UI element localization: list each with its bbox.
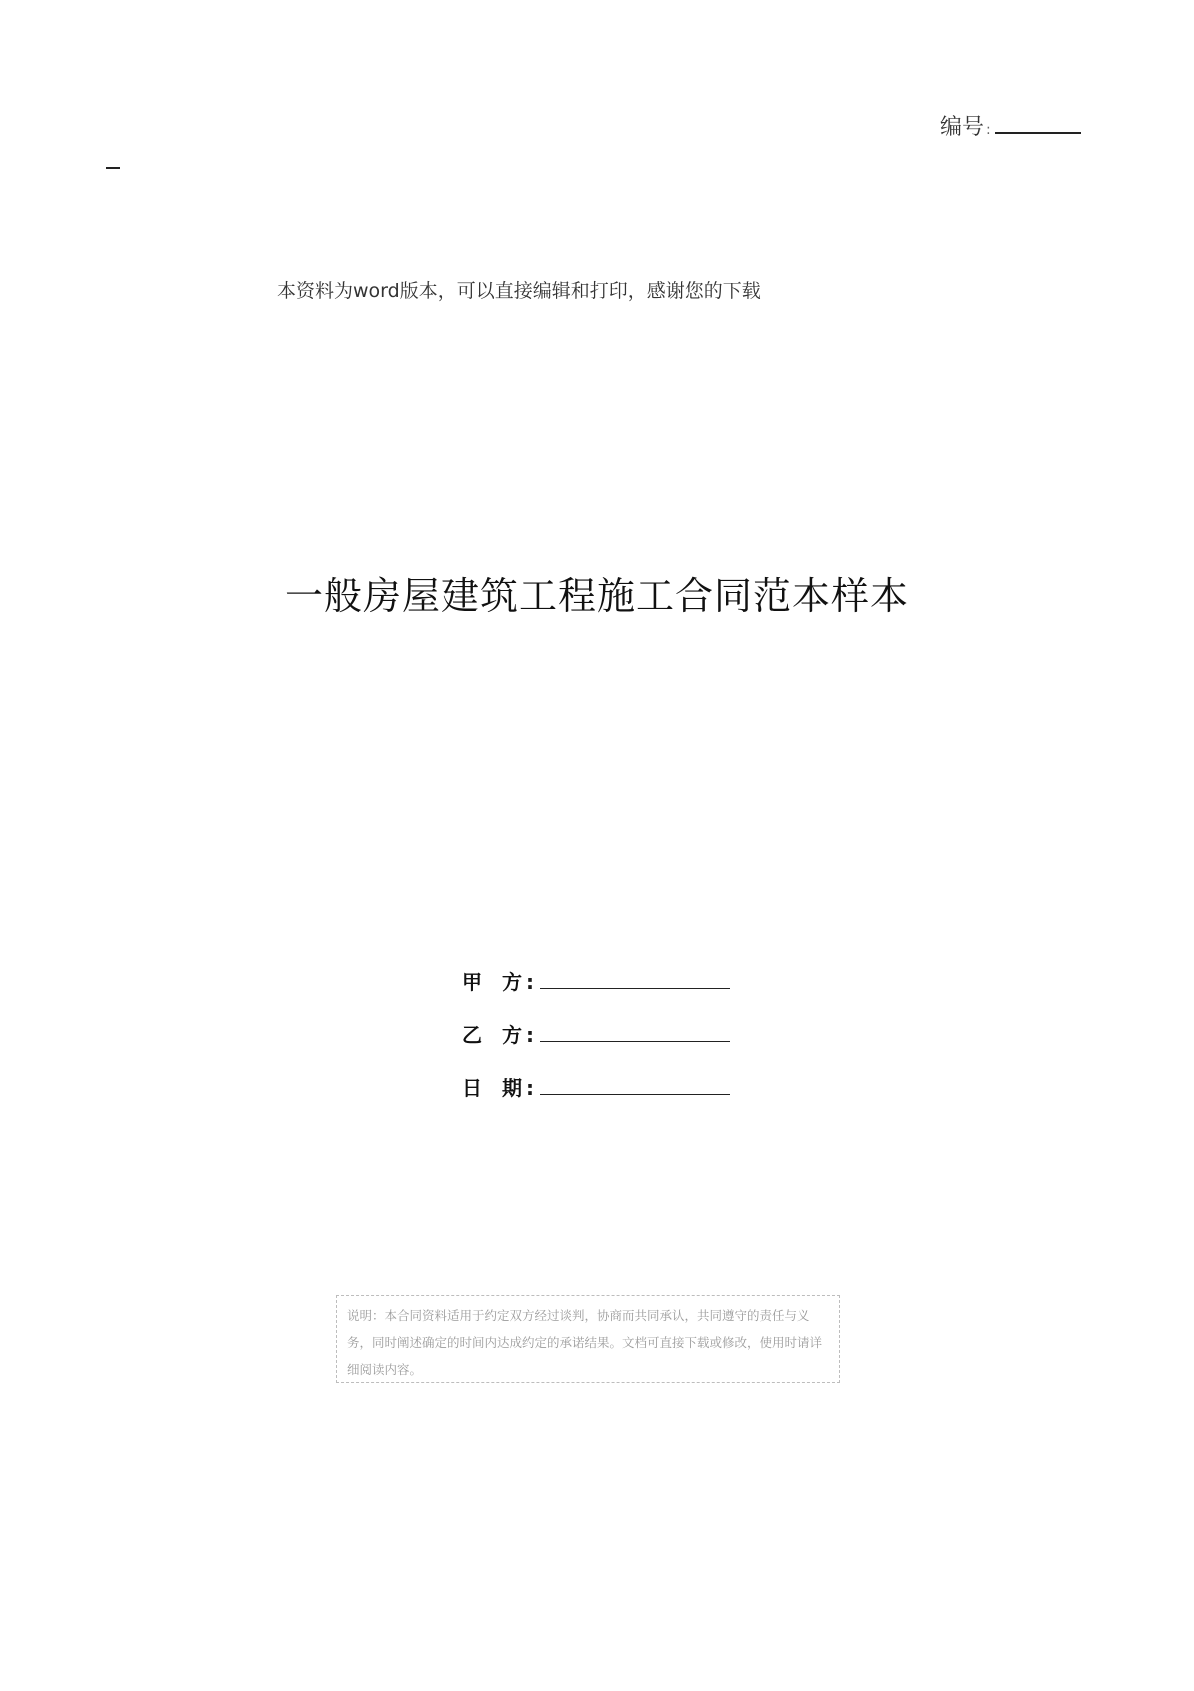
stray-dash-mark <box>106 167 120 169</box>
serial-number-colon: : <box>986 122 991 138</box>
party-b-colon: : <box>526 1023 534 1047</box>
date-row <box>462 1072 730 1125</box>
date-colon: : <box>526 1076 534 1100</box>
party-b-label-char2: 方 <box>502 1023 522 1047</box>
party-a-label-char2: 方 <box>502 970 522 994</box>
date-label-char2: 期 <box>502 1076 522 1100</box>
date-blank <box>540 1078 730 1095</box>
serial-number-field <box>940 110 1081 141</box>
disclaimer-box: 说明：本合同资料适用于约定双方经过谈判，协商而共同承认，共同遵守的责任与义务，同时阐述确定的时间内达成约定的承诺结果。文档可直接下载或修改，使用时请详细阅读内容。 <box>336 1295 840 1383</box>
party-b-label <box>462 1019 522 1048</box>
party-b-row <box>462 1019 730 1072</box>
date-label <box>462 1072 522 1101</box>
party-a-colon: : <box>526 970 534 994</box>
download-note: 本资料为word版本，可以直接编辑和打印，感谢您的下载 <box>277 280 761 302</box>
signature-fields <box>462 966 730 1125</box>
party-a-label-char1: 甲 <box>462 970 482 994</box>
party-b-label-char1: 乙 <box>462 1023 482 1047</box>
serial-number-blank <box>995 114 1081 134</box>
party-a-row <box>462 966 730 1019</box>
party-a-label <box>462 966 522 995</box>
party-a-blank <box>540 972 730 989</box>
party-b-blank <box>540 1025 730 1042</box>
document-title: 一般房屋建筑工程施工合同范本样本 <box>284 574 909 618</box>
date-label-char1: 日 <box>462 1076 482 1100</box>
serial-number-label: 编号 <box>940 115 985 140</box>
